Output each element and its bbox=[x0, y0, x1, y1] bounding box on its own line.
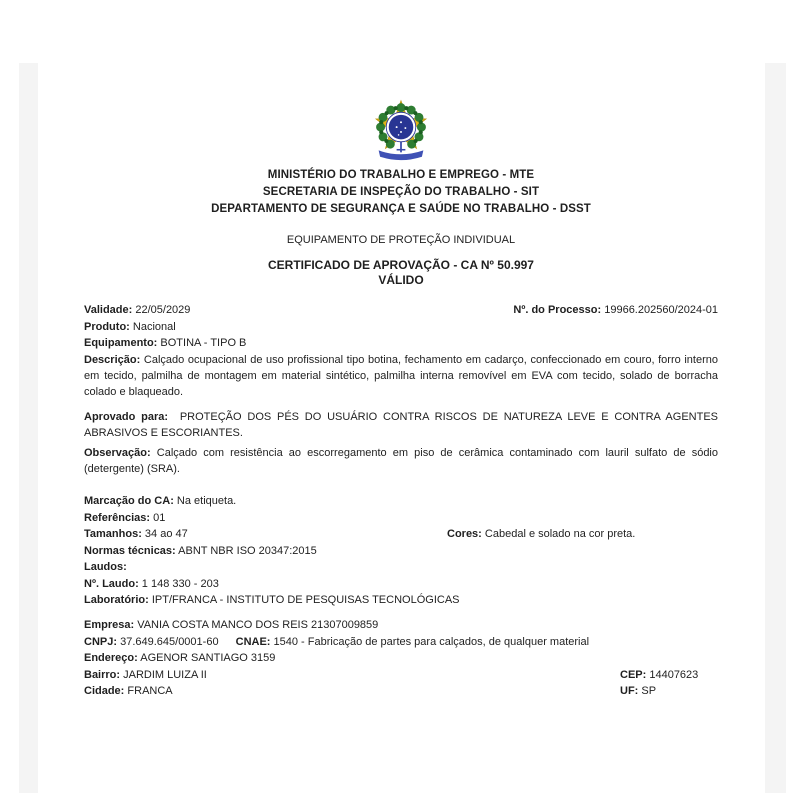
field-cores bbox=[447, 526, 635, 542]
field-cep bbox=[620, 667, 698, 683]
processo-value: 19966.202560/2024-01 bbox=[604, 304, 718, 317]
secretariat-line: SECRETARIA DE INSPEÇÃO DO TRABALHO - SIT bbox=[262, 186, 540, 198]
field-laudos bbox=[84, 559, 718, 575]
certificate-body bbox=[84, 302, 718, 699]
num-laudo-value: 1 148 330 - 203 bbox=[141, 577, 219, 590]
validade-label: Validade: bbox=[84, 304, 133, 317]
certificate-document bbox=[84, 95, 718, 699]
cidade-label: Cidade: bbox=[84, 684, 125, 697]
marcacao-value: Na etiqueta. bbox=[176, 495, 237, 508]
field-produto bbox=[84, 319, 718, 335]
field-laboratorio bbox=[84, 592, 718, 608]
scan-edge-left bbox=[19, 63, 38, 793]
equipment-type-line: EQUIPAMENTO DE PROTEÇÃO INDIVIDUAL bbox=[286, 234, 516, 246]
endereco-value: AGENOR SANTIAGO 3159 bbox=[140, 652, 276, 665]
equipamento-label: Equipamento: bbox=[84, 337, 158, 350]
descricao-value: Calçado ocupacional de uso profissional tipo botina, fechamento em cadarço, confeccionado em couro, forro interno em tecido, palmilha de montagem em material sintético, palmilha interna removível em EVA com tecido, solado de borracha colado e blaqueado. bbox=[84, 353, 718, 399]
certificate-title bbox=[84, 258, 718, 287]
field-marcacao bbox=[84, 493, 718, 509]
observacao-value: Calçado com resistência ao escorregamento em piso de cerâmica contaminado com lauril sulfato de sódio (detergente) (SRA). bbox=[84, 446, 718, 476]
field-bairro-cep bbox=[84, 667, 718, 683]
endereco-label: Endereço: bbox=[84, 652, 138, 665]
field-aprovado-para bbox=[84, 409, 718, 442]
empresa-value: VANIA COSTA MANCO DOS REIS 21307009859 bbox=[137, 619, 379, 632]
field-uf bbox=[620, 683, 656, 699]
ministry-header bbox=[84, 167, 718, 218]
num-laudo-label: Nº. Laudo: bbox=[84, 577, 139, 590]
department-line: DEPARTAMENTO DE SEGURANÇA E SAÚDE NO TRABALHO - DSST bbox=[211, 203, 591, 215]
aprovado-value: PROTEÇÃO DOS PÉS DO USUÁRIO CONTRA RISCOS DE NATUREZA LEVE E CONTRA AGENTES ABRASIVOS E ESCORIANTES. bbox=[84, 410, 719, 440]
cnpj-value: 37.649.645/0001-60 bbox=[120, 635, 219, 648]
laboratorio-label: Laboratório: bbox=[84, 593, 149, 606]
field-processo bbox=[513, 302, 718, 318]
equipamento-value: BOTINA - TIPO B bbox=[160, 337, 247, 350]
validade-value: 22/05/2029 bbox=[135, 304, 191, 317]
field-normas bbox=[84, 543, 718, 559]
field-descricao bbox=[84, 352, 718, 401]
descricao-label: Descrição: bbox=[84, 353, 141, 366]
referencias-value: 01 bbox=[153, 511, 166, 524]
marcacao-label: Marcação do CA: bbox=[84, 495, 174, 508]
crest-container bbox=[84, 95, 718, 165]
status-line: VÁLIDO bbox=[378, 272, 424, 287]
normas-label: Normas técnicas: bbox=[84, 544, 176, 557]
cnae-value: 1540 - Fabricação de partes para calçados, de qualquer material bbox=[273, 635, 590, 648]
cnpj-label: CNPJ: bbox=[84, 635, 118, 648]
bairro-value: JARDIM LUIZA II bbox=[123, 668, 207, 681]
field-validade-processo bbox=[84, 302, 718, 318]
normas-value: ABNT NBR ISO 20347:2015 bbox=[178, 544, 317, 557]
tamanhos-value: 34 ao 47 bbox=[144, 528, 188, 541]
bairro-label: Bairro: bbox=[84, 668, 121, 681]
cores-label: Cores: bbox=[447, 528, 482, 541]
aprovado-label: Aprovado para: bbox=[84, 410, 169, 423]
produto-label: Produto: bbox=[84, 320, 130, 333]
cep-label: CEP: bbox=[620, 668, 647, 681]
brazil-coat-of-arms-icon bbox=[366, 95, 436, 165]
scan-edge-right bbox=[765, 63, 786, 793]
field-num-laudo bbox=[84, 576, 718, 592]
certificate-number-line: CERTIFICADO DE APROVAÇÃO - CA Nº 50.997 bbox=[268, 258, 534, 273]
field-empresa bbox=[84, 617, 718, 633]
uf-value: SP bbox=[641, 684, 657, 697]
field-referencias bbox=[84, 510, 718, 526]
field-cidade-uf bbox=[84, 683, 718, 699]
empresa-label: Empresa: bbox=[84, 619, 135, 632]
field-endereco bbox=[84, 650, 718, 666]
laboratorio-value: IPT/FRANCA - INSTITUTO DE PESQUISAS TECNOLÓGICAS bbox=[151, 593, 460, 606]
cep-value: 14407623 bbox=[649, 668, 699, 681]
field-tamanhos-cores bbox=[84, 526, 718, 542]
observacao-label: Observação: bbox=[84, 446, 151, 459]
cidade-value: FRANCA bbox=[127, 684, 173, 697]
field-equipamento bbox=[84, 335, 718, 351]
laudos-label: Laudos: bbox=[84, 561, 127, 574]
cores-value: Cabedal e solado na cor preta. bbox=[484, 528, 636, 541]
field-observacao bbox=[84, 445, 718, 478]
uf-label: UF: bbox=[620, 684, 639, 697]
processo-label: Nº. do Processo: bbox=[513, 304, 602, 317]
field-cnpj-cnae bbox=[84, 634, 718, 650]
referencias-label: Referências: bbox=[84, 511, 151, 524]
tamanhos-label: Tamanhos: bbox=[84, 528, 142, 541]
cnae-label: CNAE: bbox=[235, 635, 271, 648]
produto-value: Nacional bbox=[132, 320, 176, 333]
ministry-line: MINISTÉRIO DO TRABALHO E EMPREGO - MTE bbox=[267, 169, 535, 181]
